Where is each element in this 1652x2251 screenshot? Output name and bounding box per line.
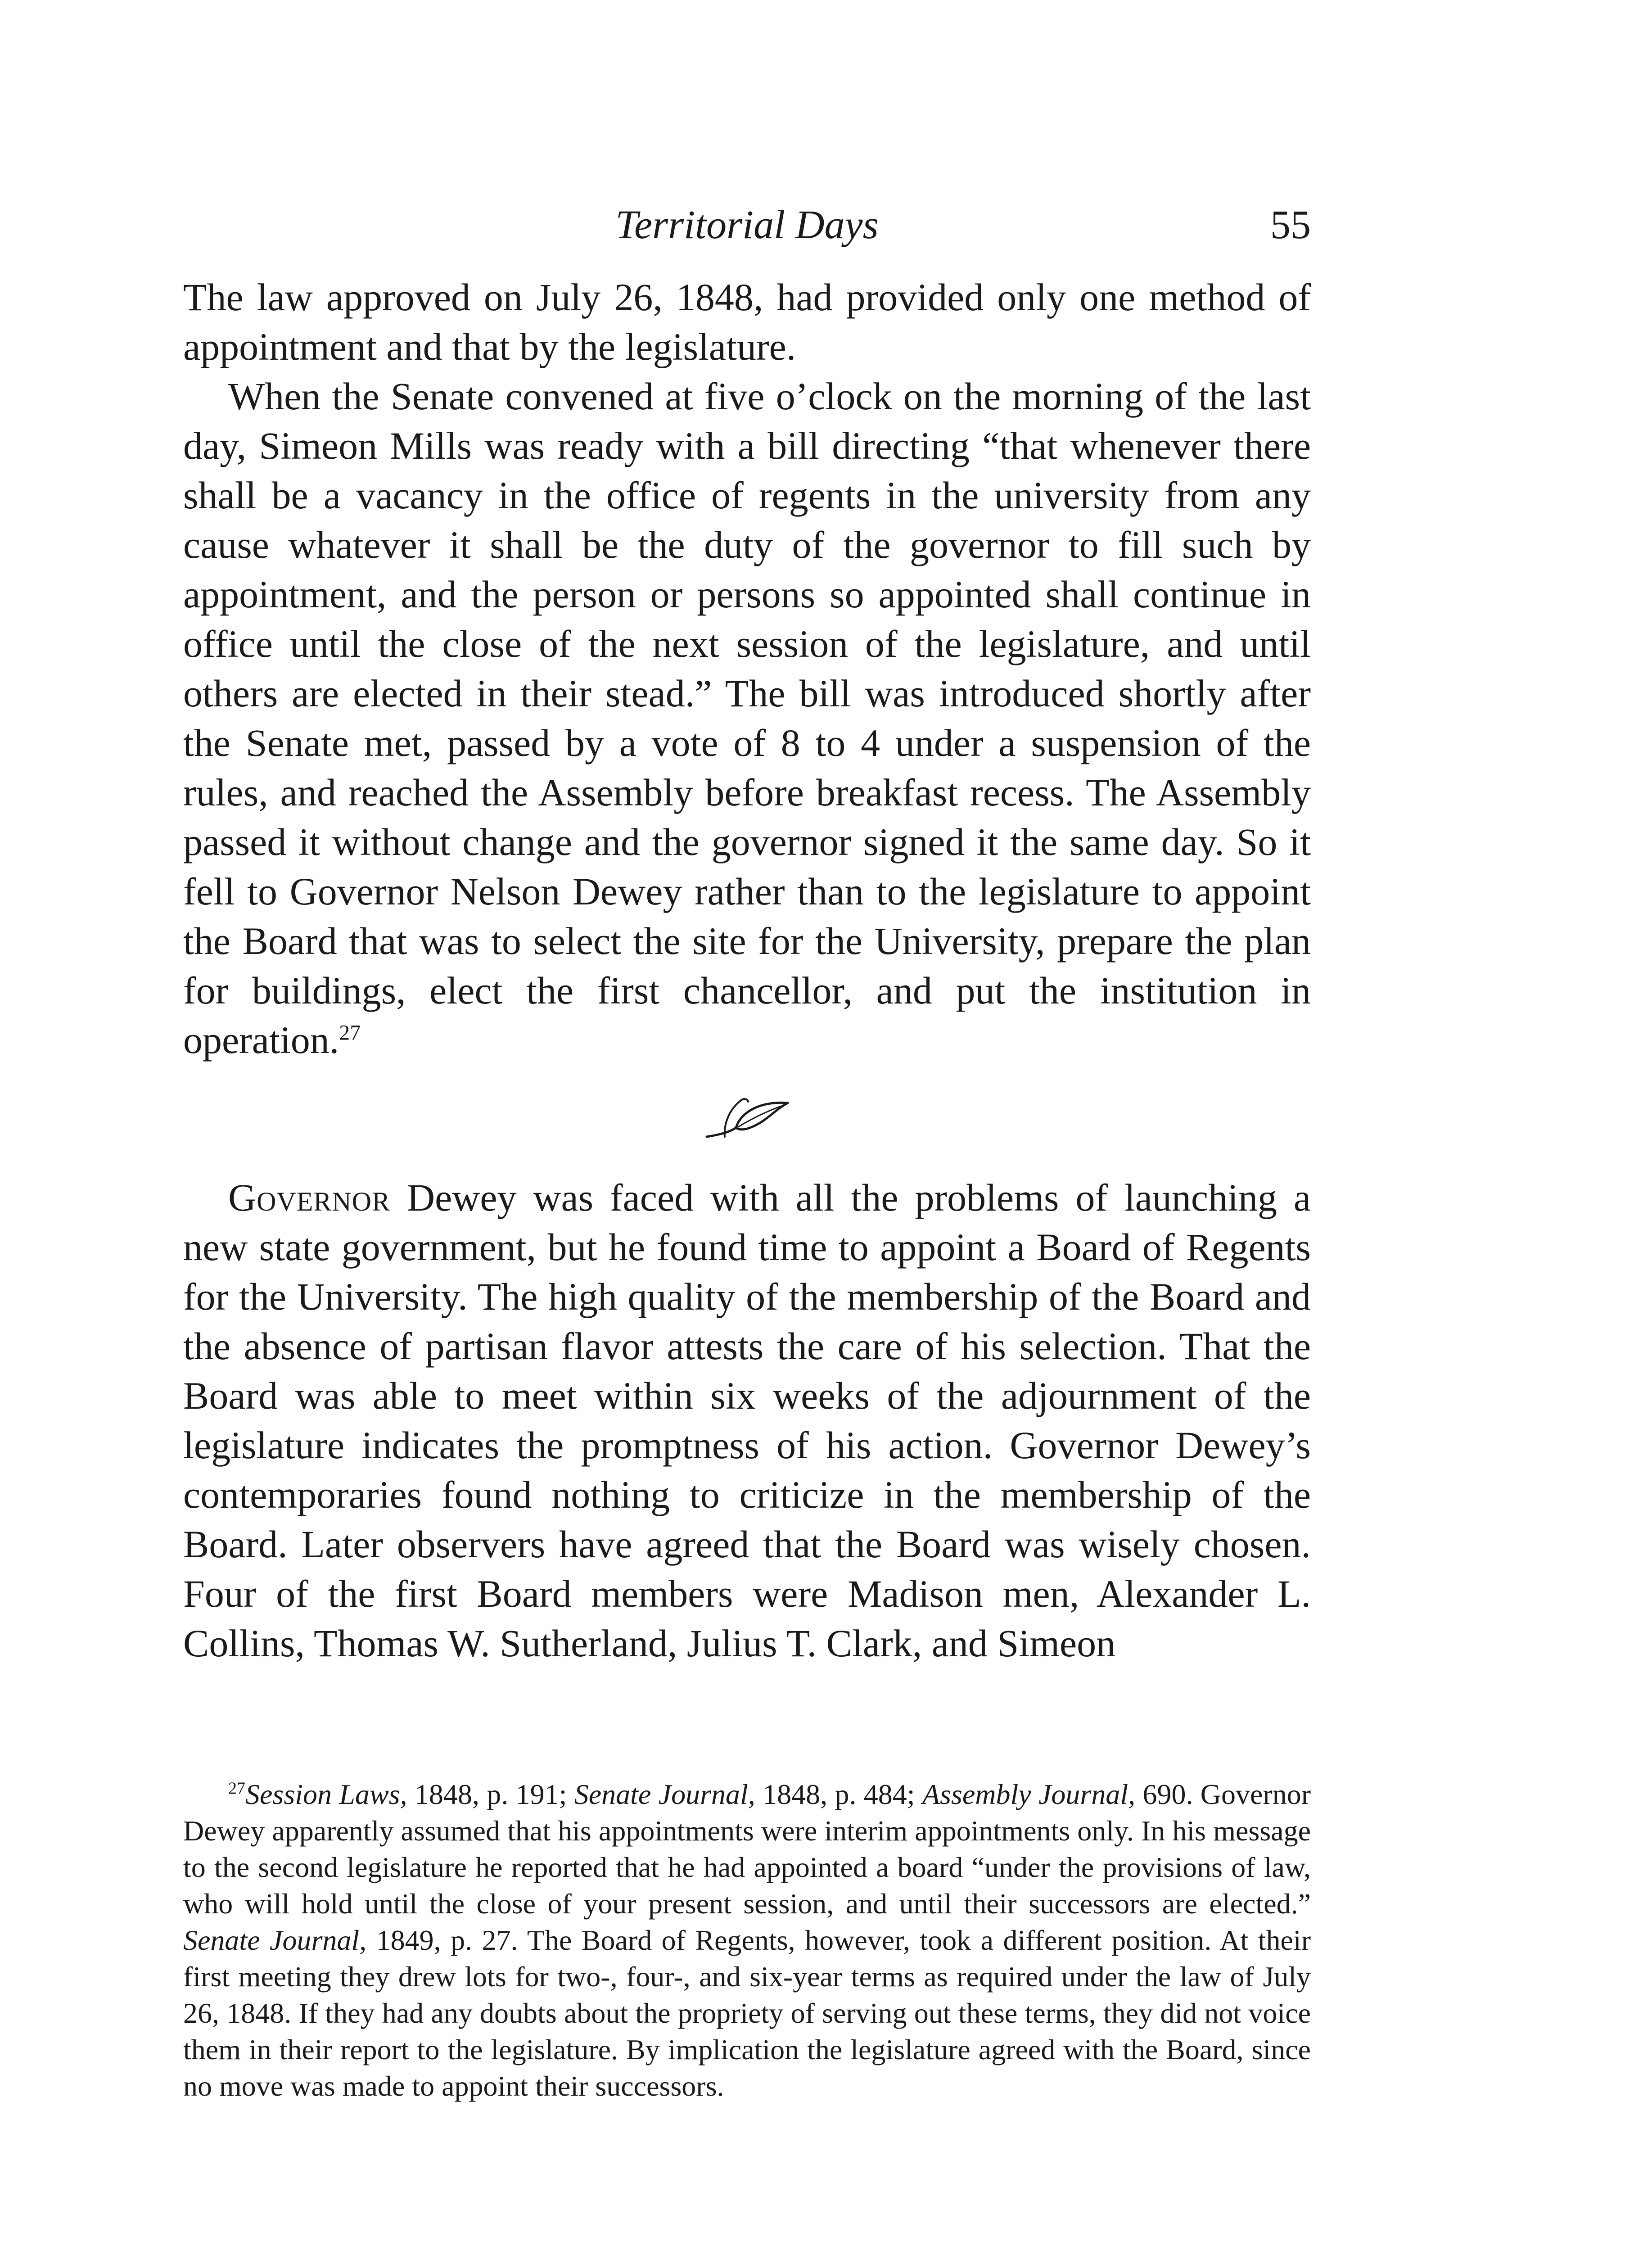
paragraph-3-text: Dewey was faced with all the problems of launching a new state government, but he found time to appoint a Board of Regents for the University. The high quality of the membership of the Board and the absence of partisan flavor attests the care of his selection. That the Board was able to meet within six weeks of the adjournment of the legislature indicates the promptness of his action. Governor Dewey’s contemporaries found nothing to criticize in the membership of the Board. Later observers have agreed that the Board was wisely chosen. Four of the first Board members were Madison men, Alexander L. Collins, Thomas W. Sutherland, Julius T. Clark, and Simeon xyxy=(183,1176,1311,1665)
main-text xyxy=(183,272,1311,1668)
footnote-source-session-laws: Session Laws, xyxy=(245,1778,407,1810)
footnote-text-2: 1848, p. 484; xyxy=(755,1778,922,1810)
footnote-source-senate-journal-2: Senate Journal, xyxy=(183,1924,367,1956)
footnote-number: 27 xyxy=(228,1779,245,1798)
paragraph-3 xyxy=(183,1173,1311,1668)
running-head-title: Territorial Days xyxy=(615,203,879,247)
footnotes xyxy=(183,1776,1311,2104)
footnote-source-assembly-journal: Assembly Journal, xyxy=(922,1778,1136,1810)
paragraph-3-lead: Governor xyxy=(228,1176,391,1219)
running-head xyxy=(183,194,1311,257)
footnote-source-senate-journal: Senate Journal, xyxy=(574,1778,755,1810)
footnote-27 xyxy=(183,1776,1311,2104)
footnote-text-3: 690. Governor Dewey apparently assumed that his appointments were interim appointments only. In his message to the second legislature he reported that he had appointed a board “under the provisions of law, who will hold until the close of your present session, and until their successors are elected.” xyxy=(183,1778,1311,1920)
footnote-text-1: 1848, p. 191; xyxy=(407,1778,574,1810)
paragraph-1: The law approved on July 26, 1848, had provided only one method of appointment and that by the legislature. xyxy=(183,276,1311,368)
page-number: 55 xyxy=(1270,203,1311,247)
footnote-reference: 27 xyxy=(339,1021,361,1045)
paragraph-2 xyxy=(183,371,1311,1065)
paragraph-2-text: When the Senate convened at five o’clock on the morning of the last day, Simeon Mills was ready with a bill directing “that whenever there shall be a vacancy in the office of regents in the university from any cause whatever it shall be the duty of the governor to fill such by appointment, and the person or persons so appointed shall continue in office until the close of the next session of the legislature, and until others are elected in their stead.” The bill was introduced shortly after the Senate met, passed by a vote of 8 to 4 under a suspension of the rules, and reached the Assembly before breakfast recess. The Assembly passed it without change and the governor signed it the same day. So it fell to Governor Nelson Dewey rather than to the legislature to appoint the Board that was to select the site for the University, prepare the plan for buildings, elect the first chancellor, and put the institution in operation. xyxy=(183,375,1311,1062)
leaf-ornament-icon xyxy=(698,1092,797,1146)
footnote-text-4: 1849, p. 27. The Board of Regents, however, took a different position. At their first meeting they drew lots for two-, four-, and six-year terms as required under the law of July 26, 1848. If they had any doubts about the propriety of serving out these terms, they did not voice them in their report to the legislature. By implication the legislature agreed with the Board, since no move was made to appoint their successors. xyxy=(183,1924,1311,2102)
